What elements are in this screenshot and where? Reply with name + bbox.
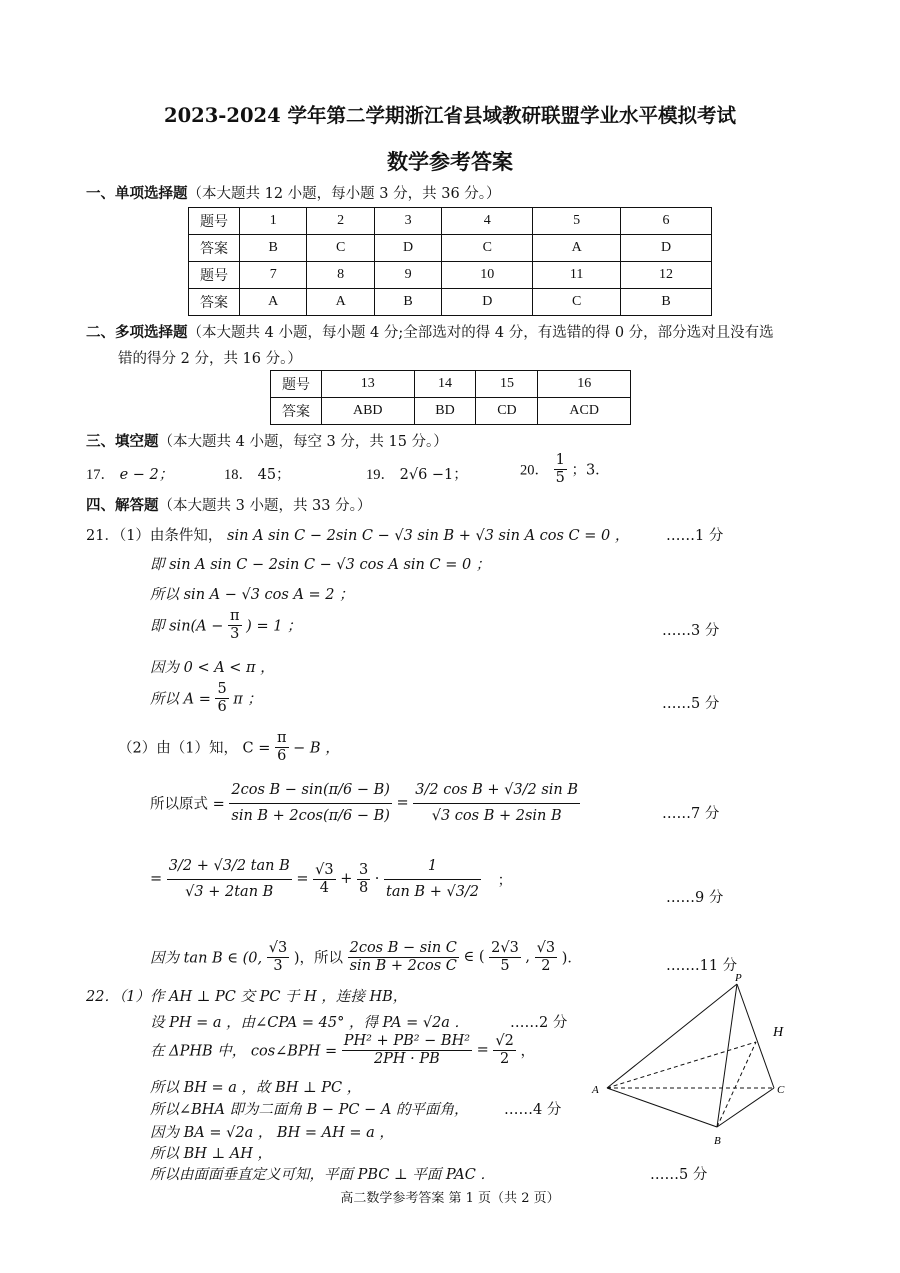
table-cell: 15 xyxy=(476,371,538,398)
q17-label: 17． xyxy=(86,467,115,483)
table-cell: B xyxy=(240,235,307,262)
q18-label: 18． xyxy=(224,467,253,483)
q21-original-expr: 所以原式 = $\frac{\text{2cos B − sin(π/6 − B)}}{\text{sin B + 2cos(π/6 − B)}}$ = $\frac{\text{3/2 cos B + √3/2 sin B}}{\text{√3 cos B + 2sin B}}$ xyxy=(150,782,579,824)
section4-heading: 四、解答题 xyxy=(86,497,159,514)
table-cell: 13 xyxy=(322,371,415,398)
table-cell: CD xyxy=(476,398,538,425)
table-cell: 14 xyxy=(414,371,476,398)
table-cell: 6 xyxy=(621,208,712,235)
answer-20 xyxy=(520,452,610,486)
table-cell: ACD xyxy=(538,398,631,425)
row-label-question: 题号 xyxy=(189,208,240,235)
answer-18 xyxy=(224,463,291,484)
section3-note: （本大题共 4 小题，每空 3 分，共 15 分。） xyxy=(158,434,448,450)
q21-range: 因为 tan B ∈ (0, $\frac{√3}{3}$ )，所以 $\frac{\text{2cos B − sin C}}{\text{sin B + 2cos C}}$ ∈ ( $\frac{2√3}{5}$ , $\frac{√3}{2}$ )． xyxy=(150,940,582,974)
fraction: $\frac{\text{3/2 + √3/2 tan B}}{\text{√3 + 2tan B}}$ xyxy=(168,858,290,900)
q19-answer: 2√6 −1； xyxy=(399,467,468,483)
score-mark: ……1 分 xyxy=(666,528,724,544)
segment-AH xyxy=(607,1042,756,1088)
score-mark: ……9 分 xyxy=(666,890,724,906)
row-label-answer: 答案 xyxy=(271,398,322,425)
q21-line3: 所以 sin A − √3 cos A = 2 ； xyxy=(150,587,354,603)
q21-line2: 即 sin A sin C − 2sin C − √3 cos A sin C = 0 ； xyxy=(150,557,491,573)
row-label-question: 题号 xyxy=(189,262,240,289)
table-cell: 9 xyxy=(374,262,441,289)
edge-AP xyxy=(607,984,737,1088)
section3-heading: 三、填空题 xyxy=(86,433,159,450)
q18-answer: 45； xyxy=(257,467,291,483)
table-cell: 1 xyxy=(240,208,307,235)
q22-line8: 所以由面面垂直定义可知，平面 PBC ⊥ 平面 PAC ． xyxy=(150,1167,495,1183)
fraction: $\frac{\text{3/2 cos B + √3/2 sin B}}{\text{√3 cos B + 2sin B}}$ xyxy=(415,782,579,824)
q17-answer: e − 2； xyxy=(119,467,174,483)
label-A: A xyxy=(592,1084,599,1096)
table-cell: A xyxy=(533,235,621,262)
table-cell: C xyxy=(442,235,533,262)
section3-heading-line xyxy=(86,430,448,451)
table-cell: D xyxy=(621,235,712,262)
answer-19 xyxy=(366,463,468,484)
multi-choice-table xyxy=(270,370,631,425)
section1-heading: 一、单项选择题 xyxy=(86,185,188,202)
table-cell: BD xyxy=(414,398,476,425)
page-title: 2023-2024 学年第二学期浙江省县域教研联盟学业水平模拟考试 xyxy=(164,104,736,127)
q20-fraction: $\frac{1}{5}$ xyxy=(555,452,565,486)
edge-PC xyxy=(737,984,774,1088)
table-cell: 8 xyxy=(307,262,374,289)
q22-line3: 在 ΔPHB 中， cos∠BPH = $\frac{\text{PH² + PB² − BH²}}{2PH \cdot PB}$ = $\frac{√2}{2}$ ， xyxy=(150,1033,535,1067)
table-cell: B xyxy=(374,289,441,316)
q21-part2: （2）由（1）知， C = $\frac{\pi}{6}$ − B ， xyxy=(118,730,340,764)
q20-answer-rest: ；3． xyxy=(571,462,610,479)
table-cell: 4 xyxy=(442,208,533,235)
table-cell: A xyxy=(307,289,374,316)
table-cell: 7 xyxy=(240,262,307,289)
edge-AB xyxy=(607,1088,717,1127)
section1-heading-line xyxy=(86,182,501,203)
q19-label: 19． xyxy=(366,467,395,483)
score-mark: …….11 分 xyxy=(666,958,738,974)
table-cell: D xyxy=(374,235,441,262)
row-label-answer: 答案 xyxy=(189,289,240,316)
table-cell: 5 xyxy=(533,208,621,235)
label-P: P xyxy=(735,972,742,984)
section2-heading-line xyxy=(86,321,774,342)
q22-line2: 设 PH = a ，由∠CPA = 45° ，得 PA = √2a ． xyxy=(150,1015,470,1031)
label-C: C xyxy=(777,1084,785,1096)
score-mark: ……4 分 xyxy=(504,1102,562,1118)
fraction: $\frac{\pi}{3}$ xyxy=(230,608,240,642)
table-cell: 16 xyxy=(538,371,631,398)
q21-label: 21．（1）由条件知， xyxy=(86,528,223,544)
table-cell: 11 xyxy=(533,262,621,289)
table-cell: 12 xyxy=(621,262,712,289)
row-label-answer: 答案 xyxy=(189,235,240,262)
fraction: $\frac{√3}{3}$ xyxy=(268,940,288,974)
fraction: $\frac{5}{6}$ xyxy=(217,681,227,715)
fraction: $\frac{√3}{4}$ xyxy=(315,862,334,896)
fraction: $\frac{√3}{2}$ xyxy=(536,940,556,974)
q20-label: 20． xyxy=(520,462,549,479)
score-mark: ……5 分 xyxy=(662,696,720,712)
score-mark: ……3 分 xyxy=(662,623,720,639)
answer-17 xyxy=(86,463,173,484)
table-cell: C xyxy=(533,289,621,316)
fraction: $\frac{\text{2cos B − sin(π/6 − B)}}{\text{sin B + 2cos(π/6 − B)}}$ xyxy=(231,782,390,824)
fraction: $\frac{\text{2cos B − sin C}}{\text{sin B + 2cos C}}$ xyxy=(349,940,457,974)
page-subtitle: 数学参考答案 xyxy=(387,149,513,174)
section4-heading-line xyxy=(86,494,371,515)
single-choice-table xyxy=(188,207,712,316)
q22-line7: 所以 BH ⊥ AH ， xyxy=(150,1146,272,1162)
q21-simplified: = $\frac{\text{3/2 + √3/2 tan B}}{\text{√3 + 2tan B}}$ = $\frac{√3}{4}$ + $\frac{3}{8}$ · $\frac{1}{\text{tan B + √3/2}}$ ； xyxy=(150,858,513,900)
table-cell: 2 xyxy=(307,208,374,235)
table-cell: B xyxy=(621,289,712,316)
score-mark: ……5 分 xyxy=(650,1167,708,1183)
q21-eq1: sin A sin C − 2sin C − √3 sin B + √3 sin A cos C = 0 ， xyxy=(227,528,630,544)
fraction: $\frac{2√3}{5}$ xyxy=(491,940,519,974)
tetrahedron-figure xyxy=(580,970,800,1155)
q22-line5: 所以∠BHA 即为二面角 B − PC − A 的平面角， xyxy=(150,1102,469,1118)
q21-line1 xyxy=(86,524,629,545)
fraction: $\frac{\pi}{6}$ xyxy=(277,730,287,764)
row-label-question: 题号 xyxy=(271,371,322,398)
q21-line5: 因为 0 < A < π ， xyxy=(150,660,275,676)
q22-line1: 22．（1）作 AH ⊥ PC 交 PC 于 H ，连接 HB， xyxy=(86,989,408,1005)
score-mark: ……7 分 xyxy=(662,806,720,822)
section2-note-cont: 错的得分 2 分，共 16 分。） xyxy=(118,351,302,367)
page-footer: 高二数学参考答案 第 1 页（共 2 页） xyxy=(340,1191,560,1206)
q22-line4: 所以 BH = a ，故 BH ⊥ PC ， xyxy=(150,1080,362,1096)
table-cell: 3 xyxy=(374,208,441,235)
fraction: $\frac{√2}{2}$ xyxy=(495,1033,514,1067)
table-cell: ABD xyxy=(322,398,415,425)
section2-heading: 二、多项选择题 xyxy=(86,324,188,341)
table-cell: C xyxy=(307,235,374,262)
q21-line6: 所以 A = $\frac{5}{6}$ π ； xyxy=(150,681,262,715)
table-cell: D xyxy=(442,289,533,316)
label-H: H xyxy=(773,1025,784,1040)
score-mark: ……2 分 xyxy=(510,1015,568,1031)
fraction: $\frac{1}{\text{tan B + √3/2}}$ xyxy=(386,858,480,900)
fraction: $\frac{3}{8}$ xyxy=(358,862,369,896)
fraction: $\frac{\text{PH² + PB² − BH²}}{2PH \cdot PB}$ xyxy=(343,1033,471,1067)
section1-note: （本大题共 12 小题，每小题 3 分，共 36 分。） xyxy=(187,186,501,202)
q22-line6: 因为 BA = √2a ， BH = AH = a ， xyxy=(150,1125,394,1141)
q21-line4: 即 sin(A − $\frac{\pi}{3}$ ) = 1 ； xyxy=(150,608,302,642)
table-cell: A xyxy=(240,289,307,316)
section4-note: （本大题共 3 小题，共 33 分。） xyxy=(158,498,372,514)
section2-note: （本大题共 4 小题，每小题 4 分;全部选对的得 4 分，有选错的得 0 分，部分选对且没有选 xyxy=(187,325,774,341)
table-cell: 10 xyxy=(442,262,533,289)
label-B: B xyxy=(714,1135,721,1147)
